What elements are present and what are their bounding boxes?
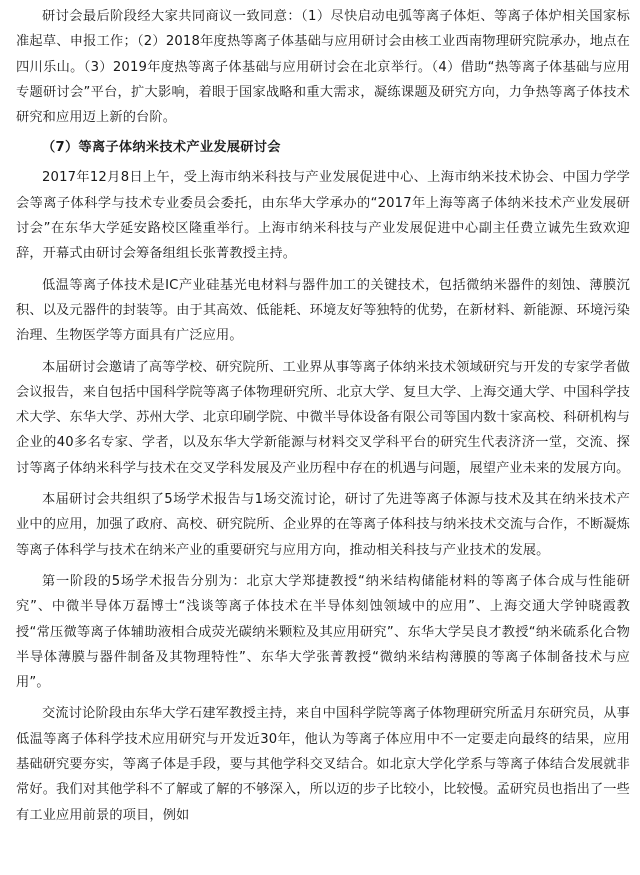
paragraph-workshop-opening: 2017年12月8日上午，受上海市纳米科技与产业发展促进中心、上海市纳米技术协会、中国力学学会等离子体科学与技术专业委员会委托，由东华大学承办的“2017年上海等离子体纳米技术产业发展研讨会”在东华大学延安路校区隆重举行。上海市纳米科技与产业发展促进中心副主任费立诚先生致欢迎辞，开幕式由研讨会筹备组组长张菁教授主持。 (16, 170, 630, 262)
paragraph-academic-reports: 第一阶段的5场学术报告分别为：北京大学郑捷教授“纳米结构储能材料的等离子体合成与性能研究”、中微半导体万磊博士“浅谈等离子体技术在半导体刻蚀领域中的应用”、上海交通大学钟晓霞教授“常压微等离子体辅助液相合成荧光碳纳米颗粒及其应用研究”、东华大学吴良才教授“纳米硫系化合物半导体薄膜与器件制备及其物理特性”、东华大学张菁教授“微纳米结构薄膜的等离子体制备技术与应用”。 (16, 573, 630, 691)
paragraph-meeting-conclusions: 研讨会最后阶段经大家共同商议一致同意：（1）尽快启动电弧等离子体炬、等离子体炉相关国家标准起草、申报工作；（2）2018年度热等离子体基础与应用研讨会由核工业西南物理研究院承办，地点在四川乐山。（3）2019年度热等离子体基础与应用研讨会在北京举行。（4）借助“热等离子体基础与应用专题研讨会”平台，扩大影响，着眼于国家战略和重大需求，凝练课题及研究方向，力争热等离子体技术研究和应用迈上新的台阶。 (16, 9, 630, 126)
paragraph-discussion-session: 交流讨论阶段由东华大学石建军教授主持，来自中国科学院等离子体物理研究所孟月东研究员，从事低温等离子体科学技术应用研究与开发近30年，他认为等离子体应用中不一定要走向最终的结果，应用基础研究要夯实，等离子体是手段，要与其他学科交叉结合。如北京大学化学系与等离子体结合发展就非常好。我们对其他学科不了解或了解的不够深入，所以迈的步子比较小，比较慢。孟研究员也指出了一些有工业应用前景的项目，例如 (16, 706, 630, 823)
paragraph-invited-experts: 本届研讨会邀请了高等学校、研究院所、工业界从事等离子体纳米技术领域研究与开发的专家学者做会议报告，来自包括中国科学院等离子体物理研究所、北京大学、复旦大学、上海交通大学、中国科学技术大学、东华大学、苏州大学、北京印刷学院、中微半导体设备有限公司等国内数十家高校、科研机构与企业的40多名专家、学者，以及东华大学新能源与材料交叉学科平台的研究生代表济济一堂，交流、探讨等离子体纳米科学与技术在交叉学科发展及产业历程中存在的机遇与问题，展望产业未来的发展方向。 (16, 359, 630, 476)
section-heading: （7）等离子体纳米技术产业发展研讨会 (42, 140, 281, 156)
paragraph-workshop-program: 本届研讨会共组织了5场学术报告与1场交流讨论，研讨了先进等离子体源与技术及其在纳米技术产业中的应用，加强了政府、高校、研究院所、企业界的在等离子体科技与纳米技术交流与合作，不断凝炼等离子体科学与技术在纳米产业的重要研究与应用方向，推动相关科技与产业技术的发展。 (16, 492, 630, 558)
paragraph-plasma-technology: 低温等离子体技术是IC产业硅基光电材料与器件加工的关键技术，包括微纳米器件的刻蚀、薄膜沉积、以及元器件的封装等。由于其高效、低能耗、环境友好等独特的优势，在新材料、新能源、环境污染治理、生物医学等方面具有广泛应用。 (16, 277, 630, 344)
